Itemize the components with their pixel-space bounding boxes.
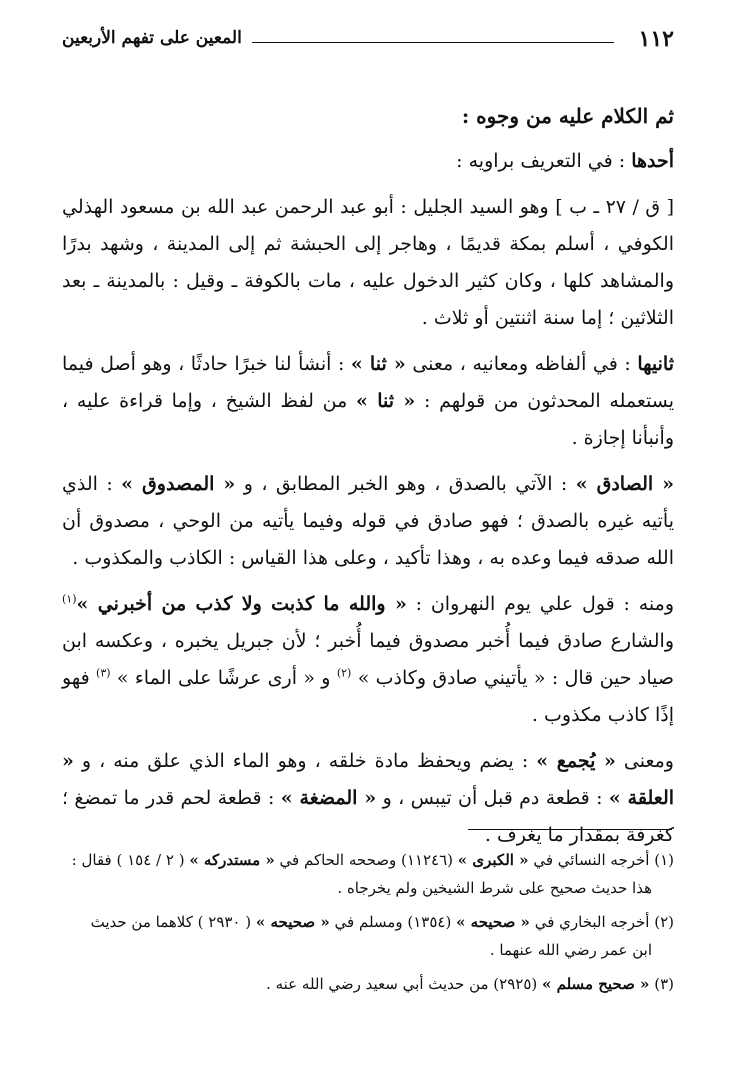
main-text — [62, 98, 674, 863]
footnotes — [62, 846, 674, 1004]
running-title: المعين على تفهم الأربعين — [62, 28, 242, 48]
section-title: ثم الكلام عليه من وجوه : — [461, 104, 674, 128]
paragraph-vocabulary: ثانيها : في ألفاظه ومعانيه ، معنى « ثنا » : أنشأ لنا خبرًا حادثًا ، وهو أصل فيما يستعمله المحدثون من قولهم : « ثنا » من لفظ الشيخ ، وإما قراءة عليه ، وأنبأنا إجازة . — [62, 353, 675, 449]
footnote-1: (١) أخرجه النسائي في « الكبرى » (١١٢٤٦) وصححه الحاكم في « مستدركه » ( ٢ / ١٥٤ ) فقال : هذا حديث صحيح على شرط الشيخين ولم يخرجاه . — [71, 851, 674, 897]
page-number: ١١٢ — [638, 26, 674, 52]
footnote-ref: (٢) — [336, 666, 352, 680]
page-header — [62, 26, 674, 60]
point-label: ثانيها — [637, 353, 675, 375]
footnote-3: (٣) « صحيح مسلم » (٢٩٢٥) من حديث أبي سعيد رضي الله عنه . — [266, 975, 674, 993]
point-label: أحدها — [631, 150, 674, 172]
manuscript-ref: [ ق / ٢٧ ـ ب ] — [555, 196, 674, 218]
paragraph-biography: [ ق / ٢٧ ـ ب ] وهو السيد الجليل : أبو عبد الرحمن عبد الله بن مسعود الهذلي الكوفي ، أسلم بمكة قديمًا ، وهاجر إلى الحبشة ثم إلى المدينة ، وشهد بدرًا والمشاهد كلها ، وكان كثير الدخول عليه ، مات بالكوفة ـ وقيل : بالمدينة ـ بعد الثلاثين ؛ إما سنة اثنتين أو ثلاث . — [62, 196, 674, 329]
quote: « والله ما كذبت ولا كذب من أخبرني » — [76, 593, 407, 615]
paragraph-narrator: أحدها : في التعريف براويه : — [456, 150, 674, 172]
header-rule — [252, 42, 614, 43]
paragraph-embryology: ومعنى « يُجمع » : يضم ويحفظ مادة خلقه ، وهو الماء الذي علق منه ، و « العلقة » : قطعة دم قبل أن تيبس ، و « المضغة » : قطعة لحم قدر ما تمضغ ؛ كغرفة بمقدار ما يغرف . — [62, 750, 675, 846]
footnote-ref: (٣) — [96, 666, 111, 680]
footnote-2: (٢) أخرجه البخاري في « صحيحه » (١٣٥٤) ومسلم في « صحيحه » ( ٢٩٣٠ ) كلاهما من حديث ابن عمر رضي الله عنهما . — [90, 913, 674, 959]
footnote-ref: (١) — [62, 592, 77, 606]
paragraph-ali-quote: ومنه : قول علي يوم النهروان : « والله ما كذبت ولا كذب من أخبرني »$^{(١)}$ والشارع صادق فيما أُخبر مصدوق فيما أُخبر ؛ لأن جبريل يخبره ، وعكسه ابن صياد حين قال : « يأتيني صادق وكاذب » $^{(٢)}$ و « أرى عرشًا على الماء » $^{(٣)}$ فهو إذًا كاذب مكذوب . — [62, 592, 674, 726]
paragraph-truthful: « الصادق » : الآتي بالصدق ، وهو الخبر المطابق ، و « المصدوق » : الذي يأتيه غيره بالصدق ؛ فهو صادق في قوله وفيما يأتيه من الوحي ، مصدوق أن الله صدقه فيما وعده به ، وهذا تأكيد ، وعلى هذا القياس : الكاذب والمكذوب . — [62, 473, 675, 569]
footnote-rule — [468, 829, 672, 830]
